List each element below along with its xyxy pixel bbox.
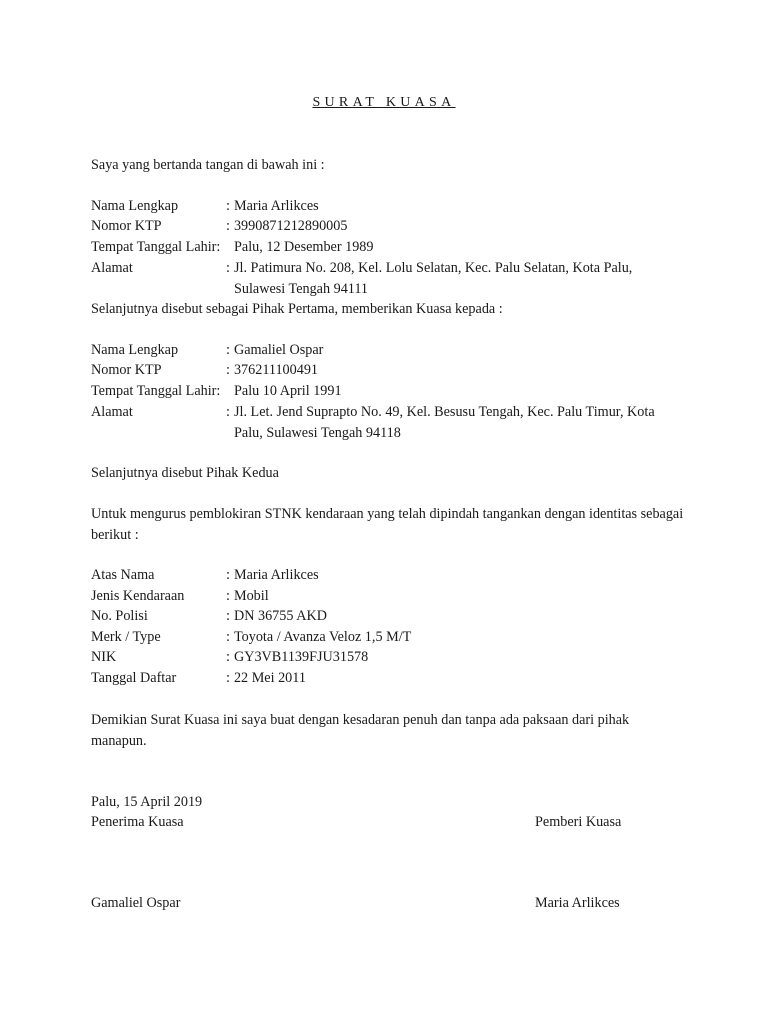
field-label: Nomor KTP — [91, 218, 162, 234]
field-label: Atas Nama — [91, 567, 155, 583]
field-value: : Maria Arlikces — [226, 198, 319, 214]
closing-statement: Demikian Surat Kuasa ini saya buat dengan kesadaran penuh dan tanpa ada paksaan dari pihak manapun. — [91, 712, 630, 749]
field-value: : Mobil — [226, 588, 269, 604]
purpose-text: Untuk mengurus pemblokiran STNK kendaraan yang telah dipindah tangankan dengan identitas sebagai berikut : — [91, 506, 684, 543]
field-label: Tempat Tanggal Lahir: — [91, 239, 221, 255]
kendaraan-row-atas-nama — [91, 565, 691, 586]
kendaraan-row-polisi — [91, 606, 691, 627]
intro-text: Saya yang bertanda tangan di bawah ini : — [91, 157, 325, 173]
field-label: No. Polisi — [91, 608, 148, 624]
field-value: : 22 Mei 2011 — [226, 670, 306, 686]
field-value: Jl. Patimura No. 208, Kel. Lolu Selatan, Kec. Palu Selatan, Kota Palu, Sulawesi Tengah 94111 — [234, 260, 633, 297]
field-label: Nomor KTP — [91, 362, 162, 378]
field-label: NIK — [91, 649, 117, 665]
pemberi-kuasa-label: Pemberi Kuasa — [535, 814, 622, 830]
pihak-pertama-row-ttl — [91, 237, 691, 258]
field-label: Nama Lengkap — [91, 198, 179, 214]
field-value: : DN 36755 AKD — [226, 608, 327, 624]
field-label: Tempat Tanggal Lahir: — [91, 383, 221, 399]
field-value: : 376211100491 — [226, 362, 319, 378]
pihak-pertama-row-nama — [91, 196, 691, 217]
field-value: Palu 10 April 1991 — [234, 383, 342, 399]
pihak-kedua-row-alamat: Alamat : Jl. Let. Jend Suprapto No. 49, Kel. Besusu Tengah, Kec. Palu Timur, Kota Palu, Sulawesi Tengah 94118 — [91, 402, 691, 443]
kendaraan-row-tanggal — [91, 668, 691, 689]
penerima-kuasa-label: Penerima Kuasa — [91, 814, 184, 830]
kendaraan-row-jenis — [91, 586, 691, 607]
pihak-pertama-row-ktp — [91, 216, 691, 237]
pihak-kedua-row-ttl — [91, 381, 691, 402]
field-value: : Maria Arlikces — [226, 567, 319, 583]
pihak-pertama-row-alamat: Alamat : Jl. Patimura No. 208, Kel. Lolu Selatan, Kec. Palu Selatan, Kota Palu, Sulawesi Tengah 94111 — [91, 258, 691, 299]
field-value: Jl. Let. Jend Suprapto No. 49, Kel. Besusu Tengah, Kec. Palu Timur, Kota Palu, Sulawesi Tengah 94118 — [234, 404, 655, 441]
field-label: Jenis Kendaraan — [91, 588, 185, 604]
kendaraan-row-nik — [91, 647, 691, 668]
field-label: Nama Lengkap — [91, 342, 179, 358]
pihak-kedua-closing: Selanjutnya disebut Pihak Kedua — [91, 465, 279, 481]
pemberi-kuasa-name: Maria Arlikces — [535, 895, 620, 911]
field-label: Tanggal Daftar — [91, 670, 177, 686]
field-label: Merk / Type — [91, 629, 161, 645]
field-value: Palu, 12 Desember 1989 — [234, 239, 374, 255]
penerima-kuasa-name: Gamaliel Ospar — [91, 895, 181, 911]
pihak-kedua-row-ktp — [91, 360, 691, 381]
pihak-pertama-closing: Selanjutnya disebut sebagai Pihak Pertama, memberikan Kuasa kepada : — [91, 301, 503, 317]
field-label: Alamat — [91, 260, 133, 276]
field-value: : 3990871212890005 — [226, 218, 348, 234]
field-value: : Gamaliel Ospar — [226, 342, 324, 358]
field-label: Alamat — [91, 404, 133, 420]
field-value: : Toyota / Avanza Veloz 1,5 M/T — [226, 629, 412, 645]
kendaraan-row-merk — [91, 627, 691, 648]
pihak-kedua-row-nama — [91, 340, 691, 361]
document-title: SURAT KUASA — [312, 95, 456, 110]
field-value: : GY3VB1139FJU31578 — [226, 649, 369, 665]
place-date: Palu, 15 April 2019 — [91, 794, 203, 810]
